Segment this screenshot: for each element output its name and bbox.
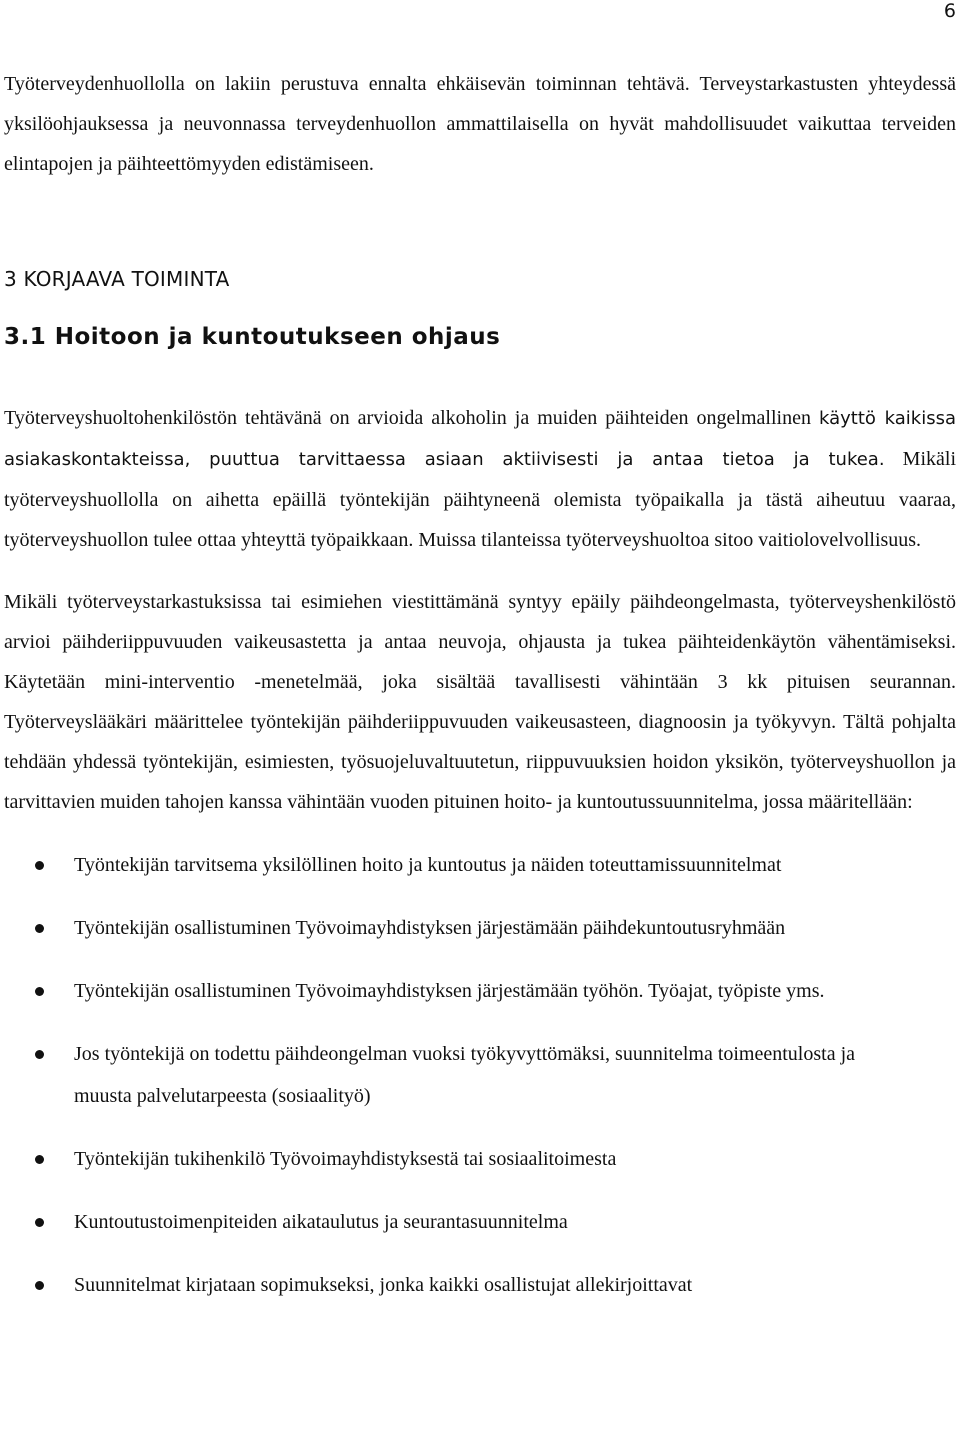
list-item [4,907,874,949]
list-item [4,1201,874,1243]
intro-paragraph: Työterveydenhuollolla on lakiin perustuva ennalta ehkäisevän toiminnan tehtävä. Terveystarkastusten yhteydessä yksilöohjauksessa ja neuvonnassa terveydenhuollon ammattilaisella on hyvät mahdollisuudet vaikuttaa terveiden elintapojen ja päihteettömyyden edistämiseen. [4,73,956,175]
bullet-icon [35,861,44,870]
paragraph-screening-part-c: Mikäli työterveyshuollolla on aihetta epäillä työntekijän päihtyneenä olemista työpaikalla ja tästä aiheutuu vaaraa, työterveyshuollon tulee ottaa yhteyttä työpaikkaan. Muissa tilanteissa työterveyshuoltoa sitoo vaitiolovelvollisuus. [4,448,956,551]
list-item-text: Työntekijän osallistuminen Työvoimayhdistyksen järjestämään päihdekuntoutusryhmään [74,917,786,939]
list-item-text: Jos työntekijä on todettu päihdeongelman vuoksi työkyvyttömäksi, suunnitelma toimeentulosta ja muusta palvelutarpeesta (sosiaalityö) [74,1043,856,1107]
list-item [4,1033,874,1117]
list-item [4,844,874,886]
bullet-icon [35,1155,44,1164]
paragraph-screening-part-b: käyttö kaikissa asiakaskontakteissa, puuttua tarvittaessa asiaan aktiivisesti ja antaa tietoa ja tukea. [4,408,956,470]
section-heading: 3.1 Hoitoon ja kuntoutukseen ohjaus [4,324,501,350]
list-item [4,1264,874,1306]
spacer [4,560,956,582]
page-number: 6 [943,0,956,22]
list-item-text: Työntekijän tukihenkilö Työvoimayhdistyksestä tai sosiaalitoimesta [74,1148,617,1170]
document-body [4,64,956,1327]
list-item-text: Työntekijän osallistuminen Työvoimayhdistyksen järjestämään työhön. Työajat, työpiste yms. [74,980,825,1002]
spacer [4,184,956,264]
list-item-text: Kuntoutustoimenpiteiden aikataulutus ja seurantasuunnitelma [74,1211,568,1233]
bullet-icon [35,1218,44,1227]
spacer [4,354,956,398]
list-item-text: Suunnitelmat kirjataan sopimukseksi, jonka kaikki osallistujat allekirjoittavat [74,1274,693,1296]
list-item [4,970,874,1012]
bullet-icon [35,1050,44,1059]
paragraph-screening-part-a: Työterveyshuoltohenkilöstön tehtävänä on arvioida alkoholin ja muiden päihteiden ongelmallinen [4,407,819,429]
bullet-icon [35,987,44,996]
chapter-heading: 3 KORJAAVA TOIMINTA [4,267,230,291]
plan-items-list [4,844,956,1306]
list-item [4,1138,874,1180]
paragraph-screening [4,398,956,560]
bullet-icon [35,1281,44,1290]
bullet-icon [35,924,44,933]
list-item-text: Työntekijän tarvitsema yksilöllinen hoito ja kuntoutus ja näiden toteuttamissuunnitelmat [74,854,782,876]
paragraph-suspicion: Mikäli työterveystarkastuksissa tai esimiehen viestittämänä syntyy epäily päihdeongelmasta, työterveyshenkilöstö arvioi päihderiippuvuuden vaikeusastetta ja antaa neuvoja, ohjausta ja tukea päihteidenkäytön vähentämiseksi. Käytetään mini-interventio -menetelmää, joka sisältää tavallisesti vähintään 3 kk pituisen seurannan. Työterveyslääkäri määrittelee työntekijän päihderiippuvuuden vaikeusasteen, diagnoosin ja työkyvyn. Tältä pohjalta tehdään yhdessä työntekijän, esimiesten, työsuojeluvaltuutetun, riippuvuuksien hoidon yksikön, työterveyshuollon ja tarvittavien muiden tahojen kanssa vähintään vuoden pituinen hoito- ja kuntoutussuunnitelma, jossa määritellään: [4,591,956,813]
